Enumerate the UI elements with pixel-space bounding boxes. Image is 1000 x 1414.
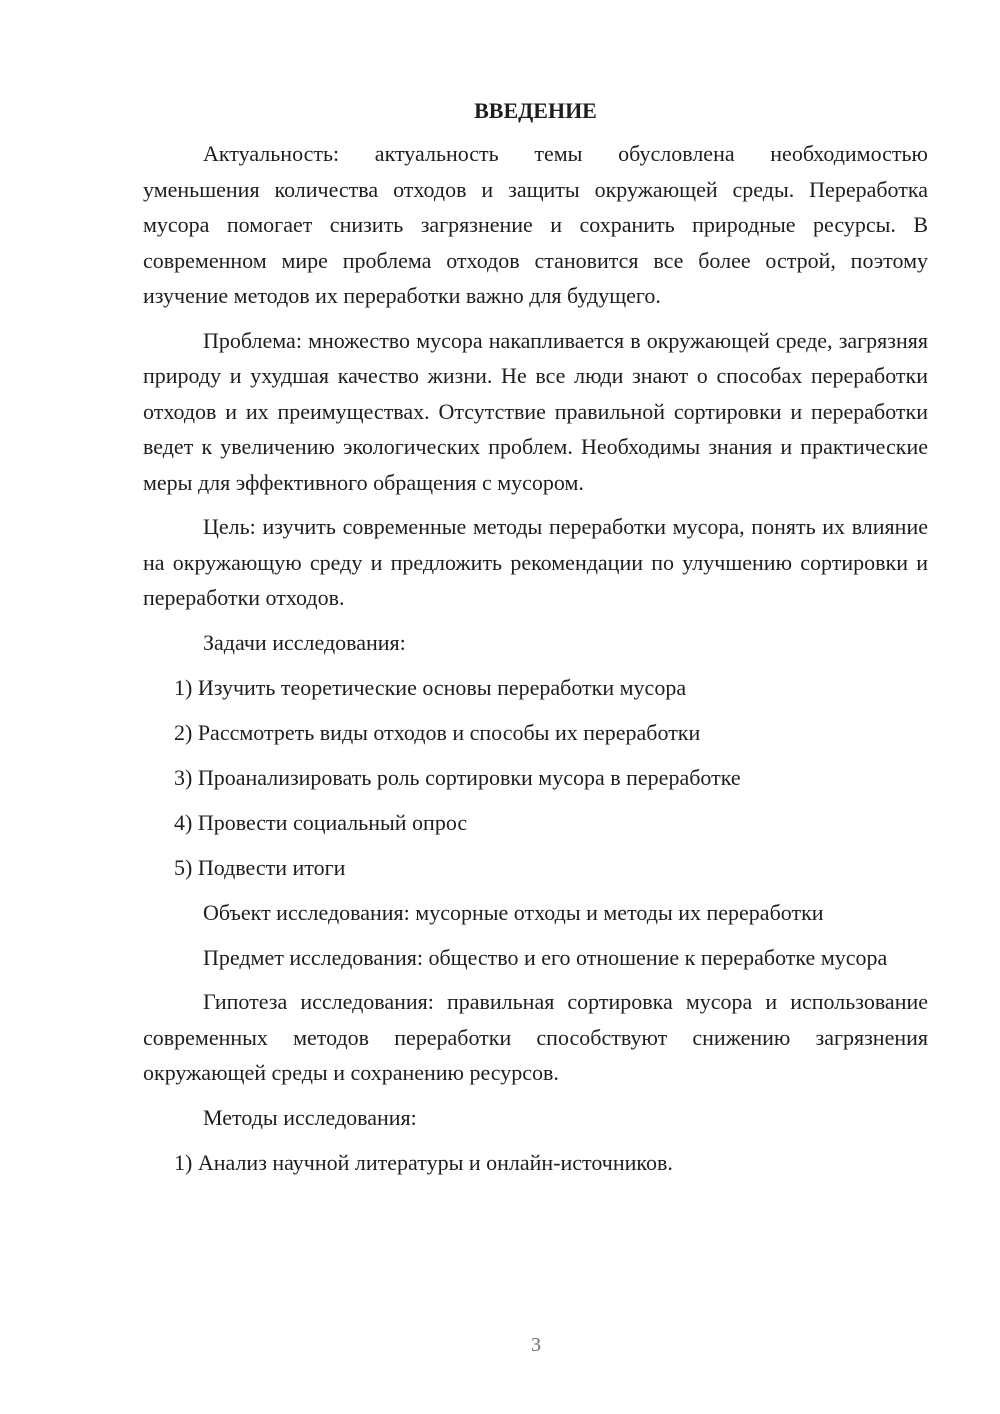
page-number: 3 — [531, 1334, 541, 1356]
methods-heading: Методы исследования: — [203, 1104, 417, 1130]
hypothesis-paragraph: Гипотеза исследования: правильная сортировка мусора и использование современных методов переработки способствуют снижению загрязнения окружающей среды и сохранению ресурсов. — [143, 989, 928, 1085]
problem-paragraph: Проблема: множество мусора накапливается в окружающей среде, загрязняя природу и ухудшая качество жизни. Не все люди знают о способах переработки отходов и их преимуществах. Отсутствие правильной сортировки и переработки ведет к увеличению экологических проблем. Необходимы знания и практические меры для эффективного обращения с мусором. — [143, 327, 928, 495]
relevance-paragraph: Актуальность: актуальность темы обусловлена необходимостью уменьшения количества отходов и защиты окружающей среды. Переработка мусора помогает снизить загрязнение и сохранить природные ресурсы. В современном мире проблема отходов становится все более острой, поэтому изучение методов их переработки важно для будущего. — [143, 141, 928, 308]
task-item: 3) Проанализировать роль сортировки мусора в переработке — [174, 764, 741, 790]
page-title: ВВЕДЕНИЕ — [474, 98, 597, 123]
task-item: 5) Подвести итоги — [174, 854, 346, 880]
goal-paragraph: Цель: изучить современные методы переработки мусора, понять их влияние на окружающую среду и предложить рекомендации по улучшению сортировки и переработки отходов. — [143, 514, 928, 610]
object-line: Объект исследования: мусорные отходы и методы их переработки — [203, 899, 824, 925]
task-item: 2) Рассмотреть виды отходов и способы их переработки — [174, 719, 701, 745]
tasks-heading: Задачи исследования: — [203, 629, 406, 655]
method-item: 1) Анализ научной литературы и онлайн-источников. — [174, 1149, 673, 1175]
task-item: 1) Изучить теоретические основы переработки мусора — [174, 674, 687, 700]
task-item: 4) Провести социальный опрос — [174, 809, 468, 835]
document-body — [143, 96, 928, 1190]
subject-paragraph: Предмет исследования: общество и его отношение к переработке мусора — [203, 944, 888, 970]
